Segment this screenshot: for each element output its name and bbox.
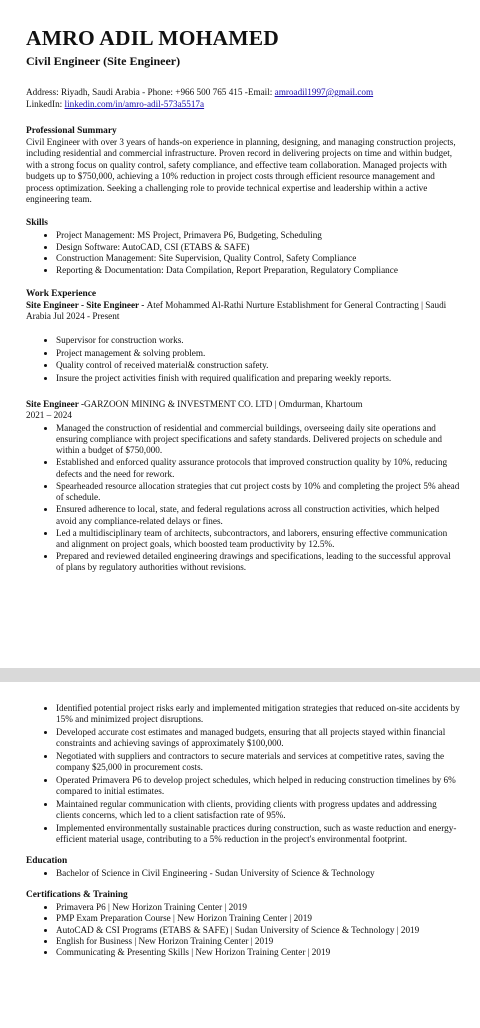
job-1-title: Site Engineer - Site Engineer - — [26, 300, 147, 311]
certifications-heading: Certifications & Training — [26, 890, 128, 901]
linkedin-link[interactable]: linkedin.com/in/amro-adil-573a5517a — [64, 99, 205, 109]
linkedin-label: LinkedIn: — [26, 99, 65, 109]
list-item: • Led a multidisciplinary team of architects, subcontractors, and laborers, ensuring effective communication and alignment on project goals, which boosted team productivity by 12.5%. — [56, 528, 460, 550]
job-1-duties — [26, 334, 460, 385]
list-item: • Communicating & Presenting Skills | New Horizon Training Center | 2019 — [56, 947, 460, 958]
email-link[interactable]: amroadil1997@gmail.com — [274, 87, 374, 97]
job-2-dates: 2021 – 2024 — [26, 410, 72, 421]
list-item: • Identified potential project risks early and implemented mitigation strategies that reduced on-site accidents by 15% and minimized project disruptions. — [56, 703, 460, 725]
list-item: • Insure the project activities finish with required qualification and preparing weekly reports. — [56, 372, 460, 385]
job-2-details: GARZOON MINING & INVESTMENT CO. LTD | Omdurman, Khartoum — [84, 399, 363, 410]
list-item: • Reporting & Documentation: Data Compilation, Report Preparation, Regulatory Compliance — [56, 265, 460, 276]
summary-text: Civil Engineer with over 3 years of hands-on experience in planning, designing, and managing construction projects, including residential and commercial infrastructure. Proven record in delivering projects on time and within budget, with a strong focus on quality control, safety compliance, and effective team collaboration. Managed projects with budgets up to $750,000, achieving a 10% reduction in project costs through efficient resource management and process optimization. Seeking a challenging role to provide technical expertise and leadership within a active engineering team. — [26, 137, 456, 205]
list-item: • Bachelor of Science in Civil Engineering - Sudan University of Science & Technology — [56, 868, 460, 879]
list-item: • Operated Primavera P6 to develop project schedules, which helped in reducing construction timelines by 6% compared to initial estimates. — [56, 775, 460, 797]
list-item: • Construction Management: Site Supervision, Quality Control, Safety Compliance — [56, 253, 460, 264]
list-item: • Managed the construction of residential and commercial buildings, overseeing daily site operations and ensuring compliance with project specifications and safety standards. Delivered projects on schedule and within a budget of $750,000. — [56, 423, 460, 457]
candidate-name: AMRO ADIL MOHAMED — [26, 26, 280, 50]
list-item: • PMP Exam Preparation Course | New Horizon Training Center | 2019 — [56, 913, 460, 924]
list-item: • Negotiated with suppliers and contractors to secure materials and services at competitive rates, saving the company $25,000 in procurement costs. — [56, 751, 460, 773]
resume-page-2 — [0, 682, 480, 1028]
list-item: • Established and enforced quality assurance protocols that improved construction quality by 10%, reducing defects and the need for rework. — [56, 457, 460, 479]
list-item: • English for Business | New Horizon Training Center | 2019 — [56, 936, 460, 947]
skills-heading: Skills — [26, 218, 48, 229]
list-item: • Spearheaded resource allocation strategies that cut project costs by 10% and completing the project 5% ahead of schedule. — [56, 481, 460, 503]
job-2-duties — [26, 423, 460, 574]
list-item: • Project Management: MS Project, Primavera P6, Budgeting, Scheduling — [56, 230, 460, 241]
skills-list — [26, 230, 460, 276]
list-item: • Maintained regular communication with clients, providing clients with progress updates and addressing clients concerns, which led to a client satisfaction rate of 95%. — [56, 799, 460, 821]
list-item: • Primavera P6 | New Horizon Training Center | 2019 — [56, 902, 460, 913]
summary-heading: Professional Summary — [26, 126, 117, 136]
list-item: • Supervisor for construction works. — [56, 334, 460, 347]
job-1-details: Atef Mohammed Al-Rathi Nurture Establishment for General Contracting | Saudi Arabia Jul 2024 - Present — [26, 300, 447, 322]
candidate-title: Civil Engineer (Site Engineer) — [26, 54, 181, 68]
certifications-list — [26, 902, 460, 958]
address-phone: Address: Riyadh, Saudi Arabia - Phone: +966 500 765 415 -Email: — [26, 87, 275, 97]
job-2-header — [26, 399, 460, 422]
job-2-title: Site Engineer - — [26, 399, 85, 410]
list-item: • Design Software: AutoCAD, CSI (ETABS & SAFE) — [56, 242, 460, 253]
education-heading: Education — [26, 855, 68, 866]
job-2-duties-continued — [26, 703, 460, 845]
contact-info — [26, 86, 460, 110]
education-list — [26, 868, 460, 879]
experience-heading: Work Experience — [26, 289, 97, 300]
list-item: • Quality control of received material& construction safety. — [56, 359, 460, 372]
list-item: • AutoCAD & CSI Programs (ETABS & SAFE) | Sudan University of Science & Technology | 2019 — [56, 925, 460, 936]
list-item: • Ensured adherence to local, state, and federal regulations across all construction activities, which helped avoid any compliance-related delays or fines. — [56, 504, 460, 526]
list-item: • Developed accurate cost estimates and managed budgets, ensuring that all projects stayed within financial constraints and achieving savings of approximately $100,000. — [56, 727, 460, 749]
list-item: • Implemented environmentally sustainable practices during construction, such as waste reduction and energy-efficient material usage, contributing to a 5% reduction in the project's environmental footprint. — [56, 823, 460, 845]
list-item: • Project management & solving problem. — [56, 347, 460, 360]
job-1-header — [26, 300, 460, 323]
list-item: • Prepared and reviewed detailed engineering drawings and specifications, leading to the successful approval of plans by regulatory authorities without revisions. — [56, 551, 460, 573]
